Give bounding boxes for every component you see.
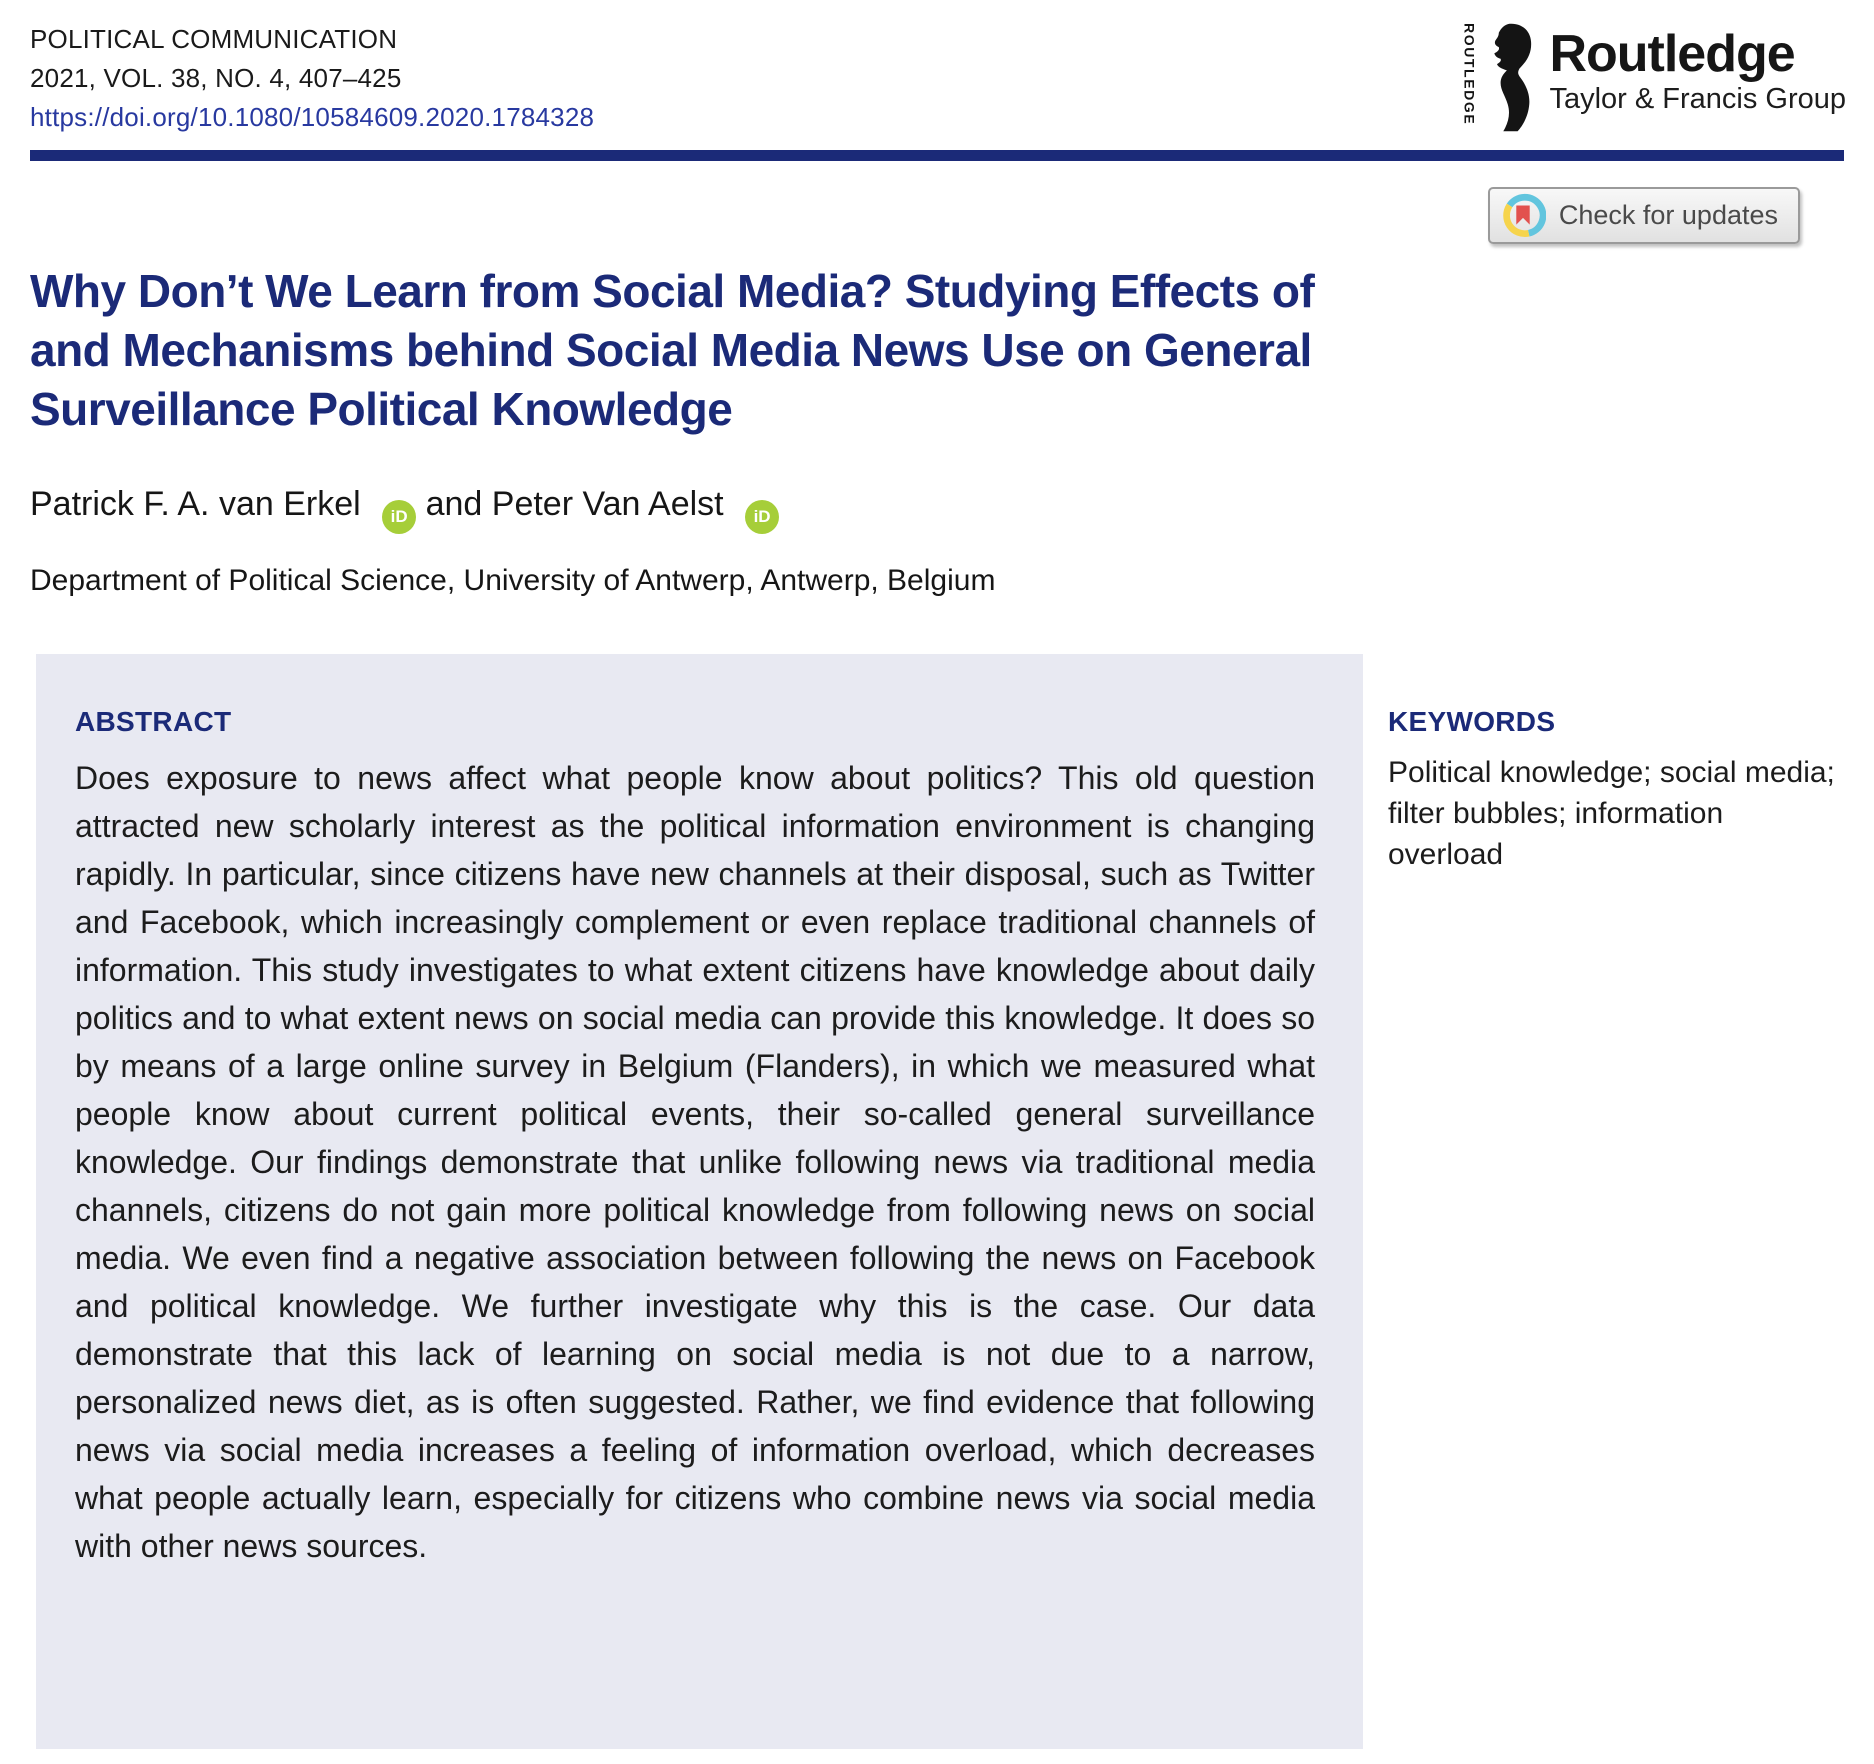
- journal-info: [30, 20, 594, 137]
- author-name-1: Patrick F. A. van Erkel: [30, 485, 361, 523]
- orcid-icon-label: iD: [753, 507, 771, 526]
- orcid-icon[interactable]: [745, 500, 779, 534]
- article-title: [30, 262, 1844, 439]
- doi-link[interactable]: https://doi.org/10.1080/10584609.2020.1784328: [30, 102, 595, 132]
- header: [0, 0, 1874, 137]
- check-for-updates-button[interactable]: [1488, 187, 1800, 244]
- badge-row: [0, 187, 1874, 244]
- publisher-logo: [1461, 20, 1846, 134]
- routledge-face-icon: [1485, 22, 1535, 134]
- keywords-section: [1388, 654, 1845, 875]
- author-name-2: Peter Van Aelst: [491, 485, 724, 523]
- abstract-heading: ABSTRACT: [75, 706, 232, 737]
- authors-line: [30, 485, 1844, 534]
- title-line-1: Why Don’t We Learn from Social Media? Studying Effects of: [30, 265, 1315, 317]
- journal-issue: 2021, VOL. 38, NO. 4, 407–425: [30, 63, 402, 93]
- publisher-wordmark-block: [1549, 26, 1846, 116]
- check-for-updates-label: Check for updates: [1558, 200, 1778, 230]
- crossmark-icon: [1500, 193, 1546, 239]
- authors-separator: and: [425, 485, 483, 523]
- taylor-francis-group-label: Taylor & Francis Group: [1549, 83, 1846, 115]
- keywords-heading: KEYWORDS: [1388, 706, 1556, 737]
- abstract-keywords-columns: [36, 654, 1845, 1749]
- abstract-text: Does exposure to news affect what people know about politics? This old question attracted new scholarly interest as the political information environment is changing rapidly. In particular, since citizens have new channels at their disposal, such as Twitter and Facebook, which increasingly complement or even replace traditional channels of information. This study investigates to what extent citizens have knowledge about daily politics and to what extent news on social media can provide this knowledge. It does so by means of a large online survey in Belgium (Flanders), in which we measured what people know about current political events, their so-called general surveillance knowledge. Our findings demonstrate that unlike following news via traditional media channels, citizens do not gain more political knowledge from following news on social media. We even find a negative association between following the news on Facebook and political knowledge. We further investigate why this is the case. Our data demonstrate that this lack of learning on social media is not due to a narrow, personalized news diet, as is often suggested. Rather, we find evidence that following news via social media increases a feeling of information overload, which decreases what people actually learn, especially for citizens who combine news via social media with other news sources.: [75, 760, 1315, 1564]
- abstract-section: [36, 654, 1363, 1749]
- affiliation: Department of Political Science, University of Antwerp, Antwerp, Belgium: [30, 564, 996, 597]
- title-line-2: and Mechanisms behind Social Media News Use on General: [30, 324, 1312, 376]
- journal-name: POLITICAL COMMUNICATION: [30, 24, 398, 54]
- title-line-3: Surveillance Political Knowledge: [30, 383, 733, 435]
- divider-bar: [30, 150, 1844, 161]
- keywords-text: Political knowledge; social media; filter bubbles; information overload: [1388, 756, 1835, 871]
- routledge-wordmark: Routledge: [1549, 25, 1795, 83]
- orcid-icon-label: iD: [390, 507, 408, 526]
- routledge-vertical-wordmark: ROUTLEDGE: [1461, 23, 1478, 126]
- orcid-icon[interactable]: [382, 500, 416, 534]
